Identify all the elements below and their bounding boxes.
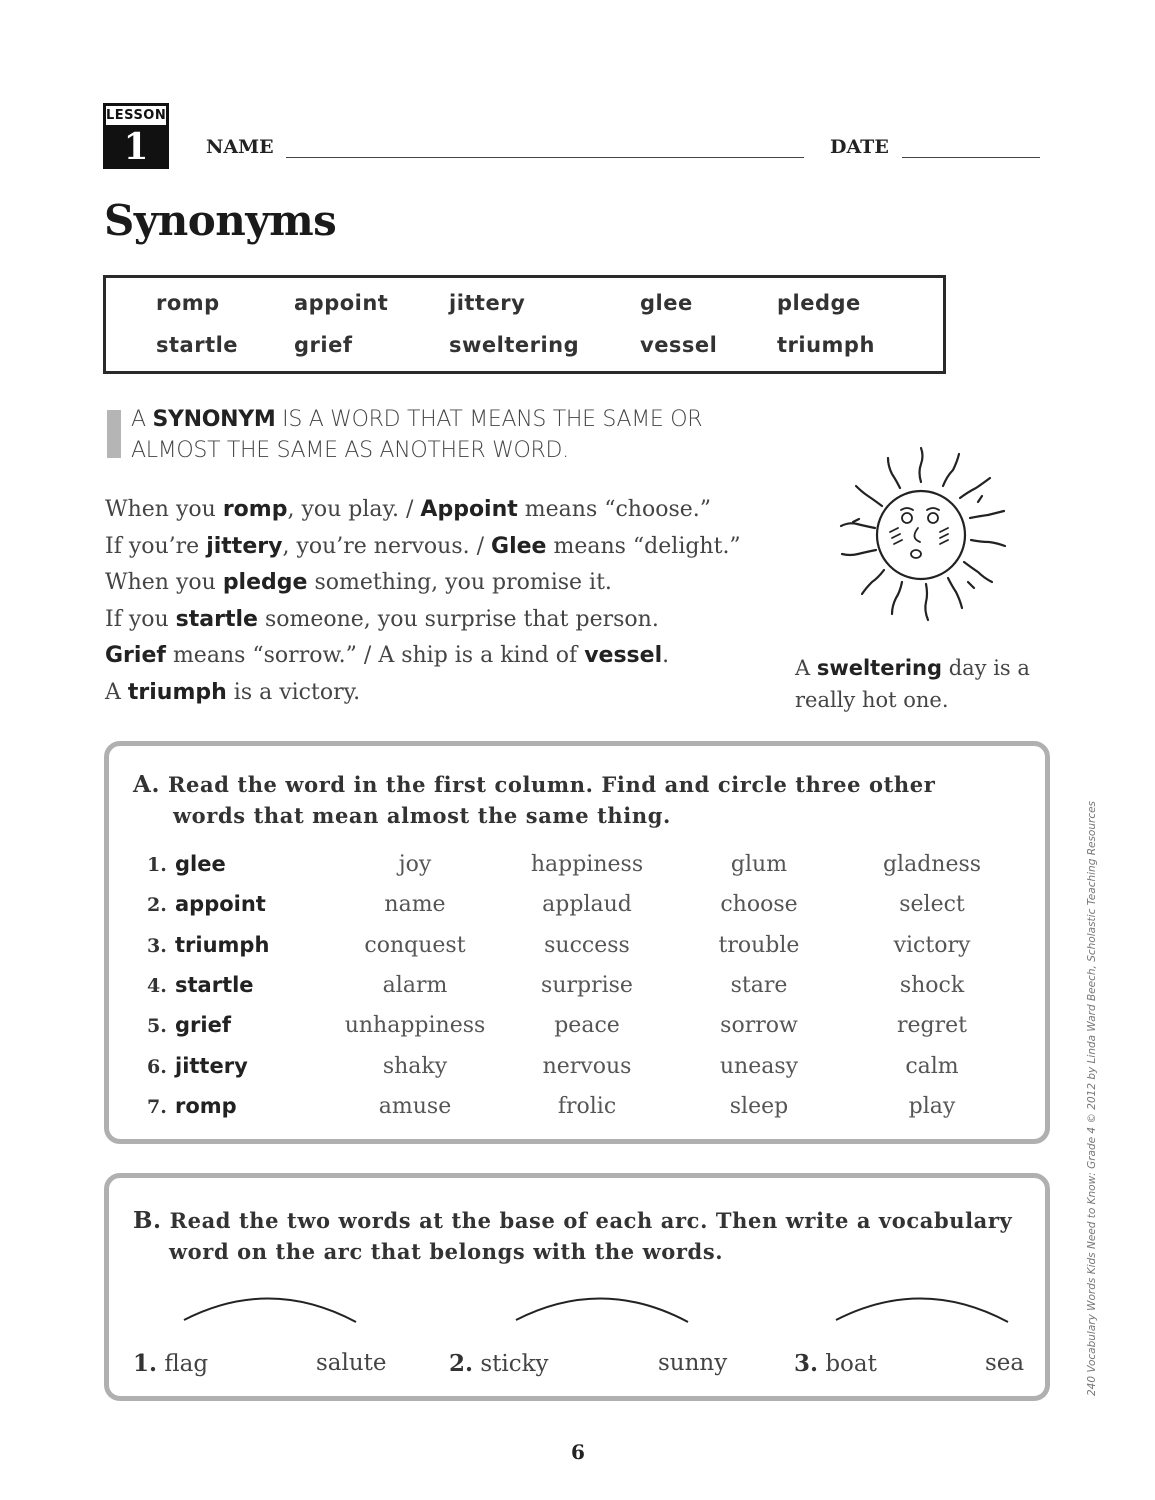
arc-3-left: 3. boat	[794, 1350, 877, 1377]
vocab-word: pledge	[777, 291, 861, 315]
arc-1-right: salute	[316, 1350, 387, 1376]
answer-option[interactable]: frolic	[557, 1094, 617, 1119]
item-number: 6.	[147, 1056, 167, 1078]
example-sentence: If you’re jittery, you’re nervous. / Glee means “delight.”	[105, 534, 741, 559]
target-word: appoint	[175, 892, 266, 916]
example-sentence: If you startle someone, you surprise that person.	[105, 607, 659, 632]
answer-option[interactable]: sorrow	[720, 1013, 798, 1038]
page-title: Synonyms	[104, 196, 337, 245]
lesson-label: LESSON	[106, 106, 166, 127]
copyright-note: 240 Vocabulary Words Kids Need to Know: Grade 4 © 2012 by Linda Ward Beech, Scholastic Teaching Resources	[1086, 800, 1098, 1396]
answer-option[interactable]: joy	[398, 852, 432, 877]
answer-option[interactable]: shock	[899, 973, 965, 998]
answer-option[interactable]: gladness	[882, 852, 982, 877]
answer-option[interactable]: success	[544, 933, 630, 958]
vocab-word: startle	[156, 333, 239, 357]
answer-arc-2[interactable]	[516, 1298, 688, 1322]
item-number: 4.	[147, 975, 167, 997]
answer-option[interactable]: peace	[554, 1013, 620, 1038]
vocab-word: sweltering	[449, 333, 580, 357]
target-word: triumph	[175, 933, 270, 957]
example-sentence: Grief means “sorrow.” / A ship is a kind of vessel.	[105, 643, 670, 668]
vocab-word: triumph	[777, 333, 875, 357]
vocab-word: jittery	[449, 291, 526, 315]
target-word: startle	[175, 973, 254, 997]
answer-option[interactable]: choose	[720, 892, 798, 917]
answer-option[interactable]: play	[908, 1094, 956, 1119]
answer-option[interactable]: stare	[730, 973, 788, 998]
example-sentence: A triumph is a victory.	[105, 680, 361, 705]
answer-option[interactable]: glum	[730, 852, 788, 877]
item-number: 3.	[147, 935, 167, 957]
item-number: 1.	[147, 854, 167, 876]
target-word: grief	[175, 1013, 231, 1037]
arc-2-right: sunny	[658, 1350, 728, 1376]
item-number: 7.	[147, 1096, 167, 1118]
answer-option[interactable]: unhappiness	[344, 1013, 486, 1038]
answer-option[interactable]: victory	[893, 933, 971, 958]
arcs	[170, 1290, 1030, 1335]
answer-option[interactable]: applaud	[542, 892, 632, 917]
date-label: DATE	[830, 136, 889, 158]
answer-option[interactable]: trouble	[718, 933, 800, 958]
arc-1-left: 1. flag	[133, 1350, 209, 1377]
vocab-word: vessel	[640, 333, 718, 357]
vocab-word: grief	[294, 333, 353, 357]
answer-option[interactable]: happiness	[530, 852, 644, 877]
vocab-word: romp	[156, 291, 220, 315]
answer-option[interactable]: nervous	[542, 1054, 632, 1079]
answer-option[interactable]: conquest	[364, 933, 466, 958]
target-word: romp	[175, 1094, 237, 1118]
answer-option[interactable]: select	[899, 892, 965, 917]
answer-option[interactable]: regret	[897, 1013, 967, 1038]
target-word: glee	[175, 852, 226, 876]
answer-option[interactable]: sleep	[729, 1094, 789, 1119]
answer-option[interactable]: shaky	[382, 1054, 448, 1079]
sun-illustration	[818, 432, 1028, 637]
answer-arc-3[interactable]	[836, 1298, 1008, 1322]
section-a-instructions: A. Read the word in the first column. Find and circle three other words that mean almost the same thing.	[133, 771, 936, 828]
arc-3-right: sea	[985, 1350, 1025, 1376]
answer-option[interactable]: uneasy	[719, 1054, 799, 1079]
section-b-instructions: B. Read the two words at the base of each arc. Then write a vocabulary word on the arc that belongs with the words.	[133, 1207, 1013, 1264]
synonym-definition: A SYNONYM IS A WORD THAT MEANS THE SAME OR ALMOST THE SAME AS ANOTHER WORD.	[131, 407, 703, 463]
name-label: NAME	[206, 136, 274, 158]
name-field[interactable]	[286, 157, 804, 158]
target-word: jittery	[175, 1054, 248, 1078]
page-number: 6	[571, 1440, 585, 1464]
example-sentence: When you pledge something, you promise it.	[105, 570, 612, 595]
sun-caption: A sweltering day is a really hot one.	[795, 656, 1030, 712]
item-number: 2.	[147, 894, 167, 916]
date-field[interactable]	[902, 157, 1040, 158]
vocab-word: glee	[640, 291, 693, 315]
answer-option[interactable]: surprise	[541, 973, 633, 998]
answer-option[interactable]: amuse	[378, 1094, 452, 1119]
definition-bar	[107, 410, 121, 458]
example-sentence: When you romp, you play. / Appoint means “choose.”	[105, 497, 712, 522]
lesson-number: 1	[106, 127, 166, 166]
answer-option[interactable]: alarm	[382, 973, 448, 998]
lesson-badge	[103, 103, 169, 169]
arc-2-left: 2. sticky	[449, 1350, 549, 1377]
answer-option[interactable]: name	[384, 892, 446, 917]
vocab-word: appoint	[294, 291, 389, 315]
item-number: 5.	[147, 1015, 167, 1037]
answer-arc-1[interactable]	[184, 1298, 356, 1322]
answer-option[interactable]: calm	[905, 1054, 959, 1079]
vocabulary-box	[103, 275, 946, 374]
